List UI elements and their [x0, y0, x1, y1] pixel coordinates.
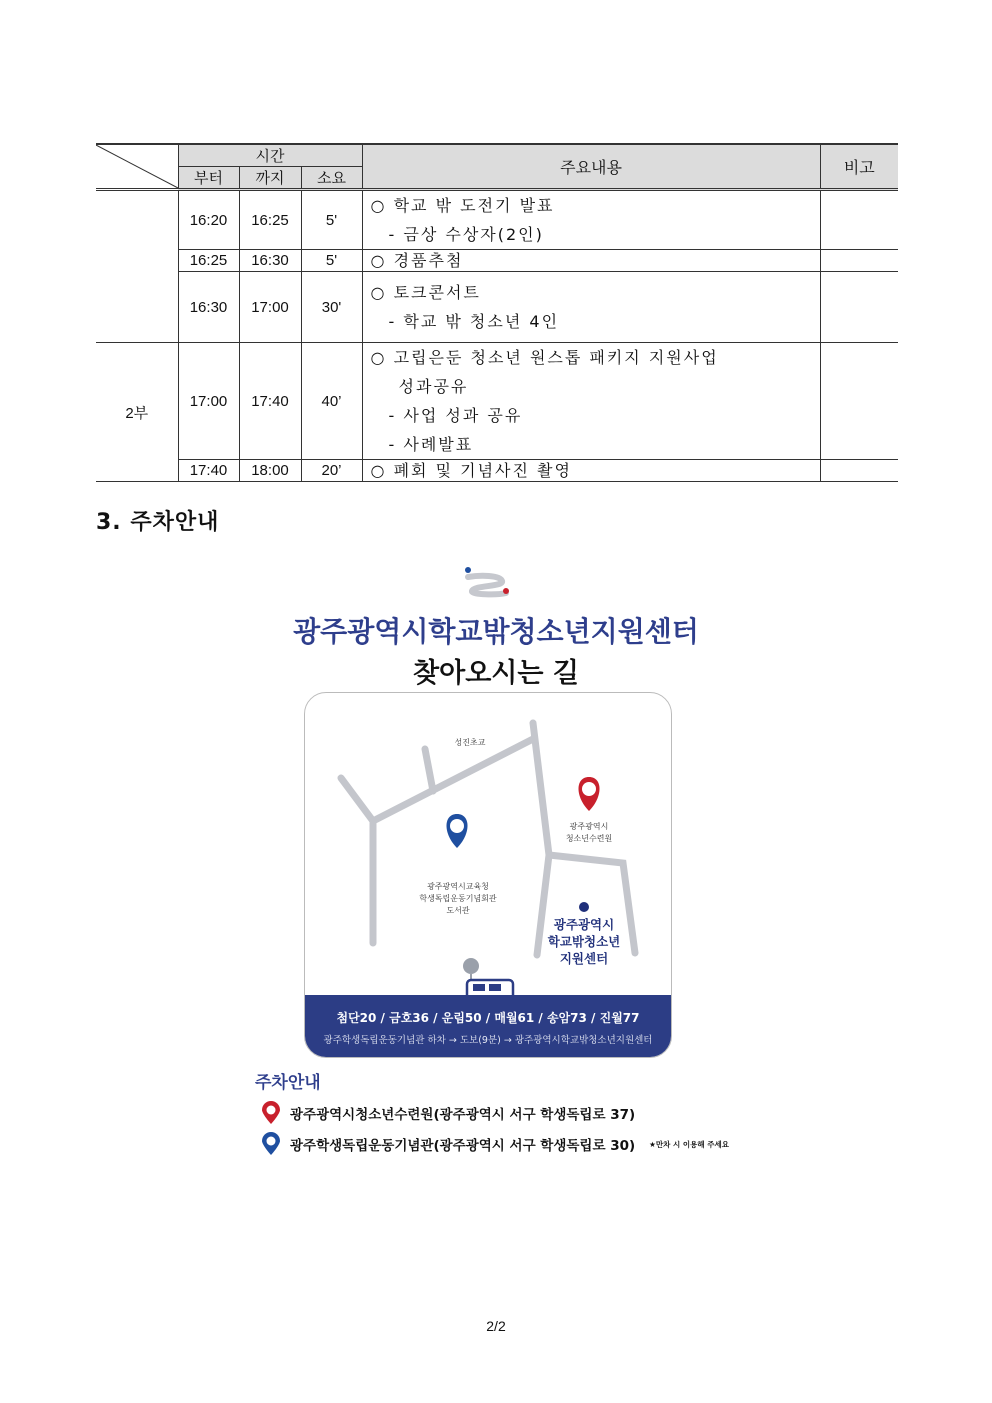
- bus-routes: 첨단20 / 금호36 / 운림50 / 매월61 / 송암73 / 진월77: [336, 1011, 640, 1025]
- blue-pin-icon: [447, 814, 468, 848]
- red-pin-icon: [262, 1101, 280, 1125]
- note-cell: [820, 272, 898, 343]
- table-row: [96, 272, 898, 343]
- label-line: 광주광역시: [569, 822, 609, 831]
- label-line: 지원센터: [559, 951, 609, 966]
- diagonal-line: [96, 145, 178, 188]
- map-label-school: 성진초교: [454, 738, 486, 747]
- parking-note: ★만차 시 이용해 주세요: [649, 1139, 729, 1149]
- header-content: 주요내용: [362, 144, 820, 190]
- time-duration: 5': [301, 250, 362, 272]
- map-label-memorial: [405, 881, 511, 917]
- time-duration: 30': [301, 272, 362, 343]
- section-title: 3. 주차안내: [96, 510, 220, 535]
- parking-title: 주차안내: [255, 1073, 321, 1093]
- content-line: ○ 학교 밖 도전기 발표: [370, 196, 555, 215]
- schedule-table: [96, 143, 898, 482]
- bus-info-bar: [305, 995, 671, 1057]
- header-note: 비고: [820, 144, 898, 190]
- content-cell: [362, 460, 820, 482]
- content-line: ○ 경품추첨: [370, 250, 464, 270]
- table-row: [96, 343, 898, 460]
- header-to: 까지: [239, 167, 301, 190]
- time-from: 17:40: [178, 460, 239, 482]
- route-logo-icon: [460, 565, 512, 599]
- map-label-support-center: [533, 916, 635, 967]
- red-pin-icon: [579, 777, 600, 811]
- content-cell: [362, 343, 820, 460]
- content-cell: [362, 272, 820, 343]
- time-duration: 40’: [301, 343, 362, 460]
- label-line: 학교밖청소년: [547, 934, 621, 949]
- note-cell: [820, 190, 898, 250]
- diagonal-header-cell: [96, 144, 178, 190]
- bus-guide: 광주학생독립운동기념관 하차 → 도보(9분) → 광주광역시학교밖청소년지원센터: [323, 1035, 653, 1046]
- content-cell: [362, 250, 820, 272]
- content-line: ○ 토크콘서트: [370, 283, 481, 302]
- map-subtitle: 찾아오시는 길: [413, 658, 579, 689]
- time-from: 16:20: [178, 190, 239, 250]
- content-line: - 금상 수상자(2인): [388, 225, 544, 244]
- location-map: [304, 692, 672, 1058]
- content-line: - 학교 밖 청소년 4인: [388, 312, 560, 331]
- parking-item-text: 광주학생독립운동기념관(광주광역시 서구 학생독립로 30): [290, 1138, 636, 1154]
- time-to: 17:00: [239, 272, 301, 343]
- map-title: 광주광역시학교밖청소년지원센터: [293, 615, 699, 648]
- parking-item-text: 광주광역시청소년수련원(광주광역시 서구 학생독립로 37): [290, 1107, 636, 1123]
- table-row: [96, 250, 898, 272]
- parking-item: [262, 1101, 635, 1125]
- content-line: 성과공유: [398, 377, 469, 396]
- table-row: [96, 460, 898, 482]
- part-cell: [96, 190, 178, 343]
- part-label: 2부: [96, 343, 178, 482]
- parking-item: [262, 1132, 729, 1156]
- time-duration: 5': [301, 190, 362, 250]
- time-to: 16:25: [239, 190, 301, 250]
- content-cell: [362, 190, 820, 250]
- content-line: ○ 고립은둔 청소년 원스톱 패키지 지원사업: [370, 348, 719, 367]
- label-line: 도서관: [446, 906, 470, 915]
- time-from: 17:00: [178, 343, 239, 460]
- map-label-youth-center: [553, 821, 625, 845]
- content-line: - 사업 성과 공유: [388, 406, 523, 425]
- content-line: - 사례발표: [388, 435, 474, 454]
- label-line: 학생독립운동기념회관: [419, 894, 497, 903]
- time-to: 17:40: [239, 343, 301, 460]
- time-duration: 20’: [301, 460, 362, 482]
- header-from: 부터: [178, 167, 239, 190]
- label-line: 광주광역시교육청: [427, 882, 489, 891]
- time-from: 16:25: [178, 250, 239, 272]
- table-row: [96, 190, 898, 250]
- label-line: 광주광역시: [553, 917, 615, 932]
- center-dot-icon: [579, 902, 589, 912]
- page-number: 2/2: [486, 1318, 506, 1334]
- note-cell: [820, 250, 898, 272]
- time-to: 16:30: [239, 250, 301, 272]
- note-cell: [820, 343, 898, 460]
- blue-pin-icon: [262, 1132, 280, 1156]
- header-duration: 소요: [301, 167, 362, 190]
- header-time: 시간: [178, 144, 362, 167]
- label-line: 청소년수련원: [565, 834, 613, 843]
- content-line: ○ 폐회 및 기념사진 촬영: [370, 460, 572, 480]
- time-to: 18:00: [239, 460, 301, 482]
- time-from: 16:30: [178, 272, 239, 343]
- note-cell: [820, 460, 898, 482]
